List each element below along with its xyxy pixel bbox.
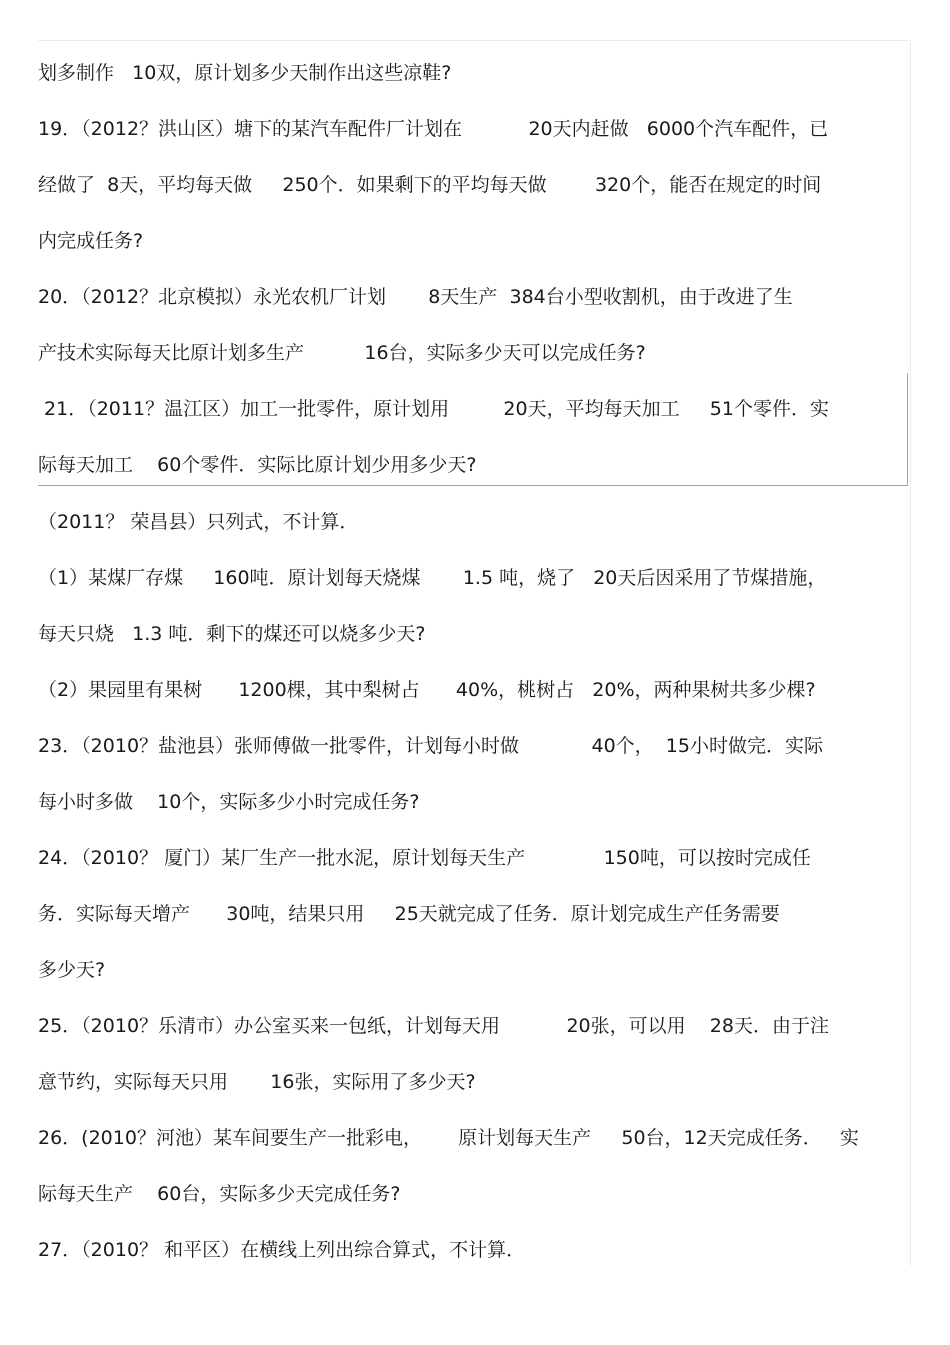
text-line: 23．（2010？盐池县）张师傅做一批零件，计划每小时做 40个， 15小时做完．实际: [38, 735, 823, 757]
text-line: 务．实际每天增产 30吨，结果只用 25天就完成了任务．原计划完成生产任务需要: [38, 903, 780, 925]
text-line: 产技术实际每天比原计划多生产 16台，实际多少天可以完成任务?: [38, 342, 646, 364]
text-line: 经做了 8天，平均每天做 250个．如果剩下的平均每天做 320个，能否在规定的时间: [38, 174, 822, 196]
text-line: 19．（2012？洪山区）塘下的某汽车配件厂计划在 20天内赶做 6000个汽车配件，已: [38, 118, 829, 140]
text-line: 每天只烧 1.3 吨．剩下的煤还可以烧多少天?: [38, 623, 426, 645]
text-line: 内完成任务?: [38, 230, 144, 252]
text-line: 24．（2010？ 厦门）某厂生产一批水泥，原计划每天生产 150吨，可以按时完成任: [38, 847, 811, 869]
text-line: 20．（2012？北京模拟）永光农机厂计划 8天生产 384台小型收割机，由于改进了生: [38, 286, 793, 308]
section-divider-side: [907, 373, 908, 485]
text-line: （2）果园里有果树 1200棵，其中梨树占 40%，桃树占 20%，两种果树共多少棵?: [38, 679, 816, 701]
text-line: 意节约，实际每天只用 16张，实际用了多少天?: [38, 1071, 476, 1093]
text-line: 27．（2010？ 和平区）在横线上列出综合算式，不计算．: [38, 1239, 526, 1261]
text-line: （1）某煤厂存煤 160吨．原计划每天烧煤 1.5 吨，烧了 20天后因采用了节煤措施，: [38, 567, 827, 589]
section-divider: [38, 485, 908, 486]
text-line: 26．(2010？河池）某车间要生产一批彩电， 原计划每天生产 50台，12天完成任务． 实: [38, 1127, 859, 1149]
text-line: 每小时多做 10个，实际多少小时完成任务?: [38, 791, 420, 813]
text-line: 多少天?: [38, 959, 106, 981]
text-line: 际每天加工 60个零件．实际比原计划少用多少天?: [38, 454, 477, 476]
text-line: 际每天生产 60台，实际多少天完成任务?: [38, 1183, 401, 1205]
text-line: 21．（2011？温江区）加工一批零件，原计划用 20天，平均每天加工 51个零件．实: [38, 398, 829, 420]
text-line: （2011？ 荣昌县）只列式，不计算．: [38, 511, 359, 533]
text-line: 25．（2010？乐清市）办公室买来一包纸，计划每天用 20张，可以用 28天．由于注: [38, 1015, 829, 1037]
text-line: 划多制作 10双，原计划多少天制作出这些凉鞋?: [38, 62, 452, 84]
